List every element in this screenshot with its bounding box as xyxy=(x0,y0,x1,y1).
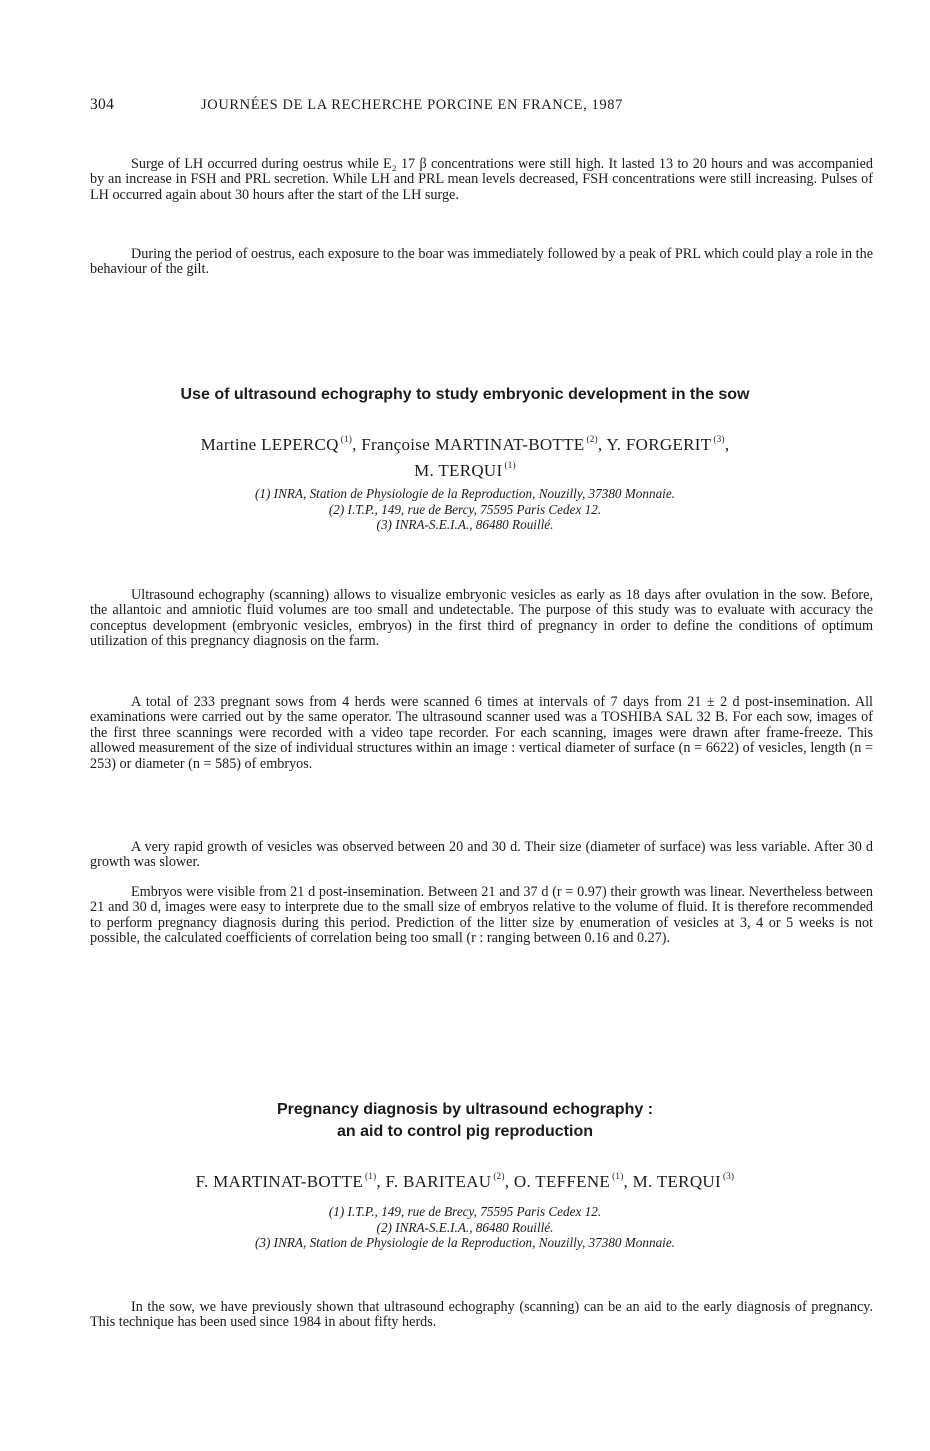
author-affiliation-marker: (2) xyxy=(586,434,598,444)
article1-affiliations xyxy=(0,486,930,533)
author-name: Françoise MARTINAT-BOTTE xyxy=(361,435,585,454)
affiliation-1: (1) INRA, Station de Physiologie de la Reproduction, Nouzilly, 37380 Monnaie. xyxy=(255,486,675,501)
author-separator: , xyxy=(597,435,607,454)
article1-paragraph-4: Embryos were visible from 21 d post-insemination. Between 21 and 37 d (r = 0.97) their growth was linear. Nevertheless between 21 and 30 d, images were easy to interprete due to the small size of embryos relative to the volume of fluid. It is therefore recommended to perform pregnancy diagnosis during this period. Prediction of the litter size by enumeration of vesicles at 3, 4 or 5 weeks is not possible, the calculated coefficients of correlation being too small (r : ranging between 0.16 and 0.27). xyxy=(90,884,873,947)
author-separator: , xyxy=(623,1172,633,1191)
author-name: Martine LEPERCQ xyxy=(200,435,339,454)
previous-article-paragraph-2: During the period of oestrus, each exposure to the boar was immediately followed by a peak of PRL which could play a role in the behaviour of the gilt. xyxy=(90,246,873,278)
author-affiliation-marker: (1) xyxy=(365,1171,377,1181)
author-affiliation-marker: (1) xyxy=(612,1171,624,1181)
author-name: F. BARITEAU xyxy=(385,1172,492,1191)
author-separator: , xyxy=(352,435,362,454)
article2-authors-line-1 xyxy=(0,1166,930,1192)
article2-title-line-2: an aid to control pig reproduction xyxy=(337,1123,593,1140)
author-separator: , xyxy=(504,1172,514,1191)
affiliation-2: (2) I.T.P., 149, rue de Bercy, 75595 Paris Cedex 12. xyxy=(328,501,602,517)
author-name: F. MARTINAT-BOTTE xyxy=(195,1172,364,1191)
author-affiliation-marker: (3) xyxy=(713,434,725,444)
affiliation-3: (3) INRA-S.E.I.A., 86480 Rouillé. xyxy=(376,517,554,532)
author-name: Y. FORGERIT xyxy=(606,435,712,454)
page-number: 304 xyxy=(90,96,115,113)
article2-title-line-1: Pregnancy diagnosis by ultrasound echography : xyxy=(276,1101,654,1118)
article1-paragraph-3: A very rapid growth of vesicles was observed between 20 and 30 d. Their size (diameter of surface) was less variable. After 30 d growth was slower. xyxy=(90,839,873,871)
article2-title xyxy=(0,1099,930,1143)
affiliation-1: (1) I.T.P., 149, rue de Brecy, 75595 Paris Cedex 12. xyxy=(328,1204,602,1219)
journal-title: JOURNÉES DE LA RECHERCHE PORCINE EN FRANCE, 1987 xyxy=(201,97,623,113)
article2-affiliations xyxy=(0,1204,930,1251)
article2-authors xyxy=(0,1166,930,1192)
author-affiliation-marker: (1) xyxy=(340,434,353,444)
author-name: M. TERQUI xyxy=(414,461,503,480)
author-name: O. TEFFENE xyxy=(513,1172,611,1191)
article1-paragraph-1: Ultrasound echography (scanning) allows to visualize embryonic vesicles as early as 18 days after ovulation in the sow. Before, the allantoic and amniotic fluid volumes are too small and undetectable. The purpose of this study was to evaluate with accuracy the conceptus development (embryonic vesicles, embryos) in the first third of pregnancy in order to define the conditions of optimum utilization of this pregnancy diagnosis on the farm. xyxy=(90,587,873,650)
author-affiliation-marker: (1) xyxy=(504,460,516,470)
affiliation-3: (3) INRA, Station de Physiologie de la Reproduction, Nouzilly, 37380 Monnaie. xyxy=(255,1235,675,1250)
author-affiliation-marker: (2) xyxy=(493,1171,505,1181)
author-name: M. TERQUI xyxy=(632,1172,721,1191)
article1-title: Use of ultrasound echography to study embryonic development in the sow xyxy=(180,386,750,403)
author-separator: , xyxy=(376,1172,386,1191)
affiliation-2: (2) INRA-S.E.I.A., 86480 Rouillé. xyxy=(376,1219,554,1235)
previous-article-paragraph-1: Surge of LH occurred during oestrus while E₂ 17 β concentrations were still high. It lasted 13 to 20 hours and was accompanied by an increase in FSH and PRL secretion. While LH and PRL mean levels decreased, FSH concentrations were still increasing. Pulses of LH occurred again about 30 hours after the start of the LH surge. xyxy=(90,156,873,203)
article1-authors xyxy=(0,429,930,481)
author-affiliation-marker: (3) xyxy=(722,1171,735,1181)
article1-authors-line-2 xyxy=(0,455,930,481)
article2-paragraph-1: In the sow, we have previously shown that ultrasound echography (scanning) can be an aid to the early diagnosis of pregnancy. This technique has been used since 1984 in about fifty herds. xyxy=(90,1299,873,1331)
author-separator: , xyxy=(724,435,730,454)
article1-authors-line-1 xyxy=(0,429,930,455)
article1-paragraph-2: A total of 233 pregnant sows from 4 herds were scanned 6 times at intervals of 7 days from 21 ± 2 d post-insemination. All examinations were carried out by the same operator. The ultrasound scanner used was a TOSHIBA SAL 32 B. For each sow, images of the first three scannings were recorded with a video tape recorder. For each scanning, images were drawn after frame-freeze. This allowed measurement of the size of individual structures within an image : vertical diameter of surface (n = 6622) of vesicles, length (n = 253) or diameter (n = 585) of embryos. xyxy=(90,694,873,772)
